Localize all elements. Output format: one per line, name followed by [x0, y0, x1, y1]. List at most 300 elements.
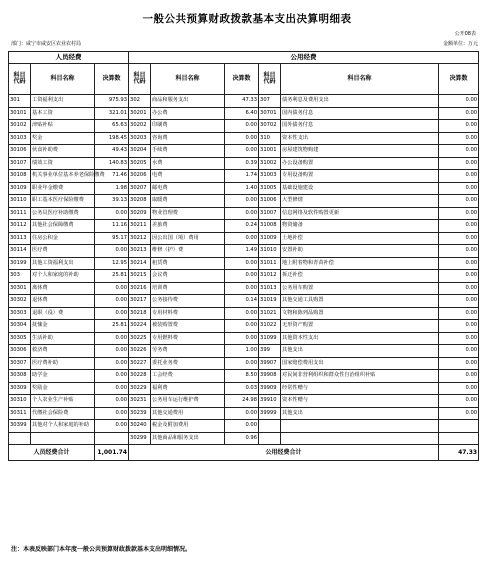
- cell-code: 30111: [9, 207, 31, 220]
- cell-code: 30211: [129, 220, 151, 233]
- cell-code: 30213: [129, 245, 151, 258]
- header-amount: 决算数: [95, 64, 129, 95]
- cell-amount: 0.39: [225, 157, 259, 170]
- cell-code: 30110: [9, 195, 31, 208]
- table-row: [9, 307, 479, 320]
- cell-amount: 0.00: [439, 245, 479, 258]
- cell-amount: 0.00: [225, 145, 259, 158]
- cell-name: 被装购置费: [151, 320, 225, 333]
- cell-name: 其他资本性支出: [281, 332, 439, 345]
- cell-amount: [439, 420, 479, 433]
- cell-name: 对个人和家庭的补助: [31, 270, 95, 283]
- cell-code: 399: [259, 345, 281, 358]
- cell-code: 30299: [129, 432, 151, 445]
- table-row: [9, 432, 479, 445]
- cell-amount: 0.00: [95, 357, 129, 370]
- unit-label: 金额单位：万元: [442, 41, 478, 47]
- cell-code: 30107: [9, 157, 31, 170]
- cell-code: 30102: [9, 120, 31, 133]
- cell-name: 其他对个人和家庭的补助: [31, 420, 95, 433]
- cell-amount: 975.93: [95, 95, 129, 108]
- cell-name: 专用材料费: [151, 307, 225, 320]
- cell-amount: 0.00: [439, 295, 479, 308]
- cell-name: [31, 432, 95, 445]
- cell-name: 工资福利支出: [31, 95, 95, 108]
- cell-name: 维修（护）费: [151, 245, 225, 258]
- cell-name: 印刷费: [151, 120, 225, 133]
- cell-name: 其他支出: [281, 407, 439, 420]
- cell-code: 30240: [129, 420, 151, 433]
- cell-name: 大型修缮: [281, 195, 439, 208]
- cell-name: 救济费: [31, 345, 95, 358]
- cell-name: 医疗费: [31, 245, 95, 258]
- cell-name: 津贴补贴: [31, 120, 95, 133]
- cell-amount: 0.00: [439, 270, 479, 283]
- cell-amount: 0.00: [439, 370, 479, 383]
- cell-name: 国家赔偿费用支出: [281, 357, 439, 370]
- cell-code: 30309: [9, 382, 31, 395]
- cell-name: 资本性支出: [281, 132, 439, 145]
- cell-code: 30310: [9, 395, 31, 408]
- cell-name: 医疗费补助: [31, 357, 95, 370]
- table-row: [9, 332, 479, 345]
- table-row: [9, 245, 479, 258]
- cell-name: 土地补偿: [281, 232, 439, 245]
- cell-name: 因公出国（境）费用: [151, 232, 225, 245]
- table-row: [9, 157, 479, 170]
- cell-code: 31009: [259, 232, 281, 245]
- cell-name: 税金及附加费用: [151, 420, 225, 433]
- table-row: [9, 295, 479, 308]
- table-id: 公开08表: [454, 31, 476, 37]
- cell-name: 会议费: [151, 270, 225, 283]
- cell-code: 30199: [9, 257, 31, 270]
- cell-code: 30207: [129, 182, 151, 195]
- cell-code: 30212: [129, 232, 151, 245]
- cell-code: 30305: [9, 332, 31, 345]
- cell-amount: 24.98: [225, 395, 259, 408]
- cell-amount: 0.00: [225, 320, 259, 333]
- cell-code: 31001: [259, 145, 281, 158]
- cell-amount: 0.00: [439, 120, 479, 133]
- header-name: 科目名称: [281, 64, 439, 95]
- cell-code: 30204: [129, 145, 151, 158]
- cell-amount: 47.33: [225, 95, 259, 108]
- cell-amount: 0.00: [225, 357, 259, 370]
- cell-name: 办公费: [151, 107, 225, 120]
- table-row: [9, 345, 479, 358]
- public-total-value: 47.33: [439, 445, 479, 461]
- cell-amount: 0.00: [439, 195, 479, 208]
- cell-name: 离休费: [31, 282, 95, 295]
- cell-amount: 0.00: [225, 257, 259, 270]
- cell-code: 30304: [9, 320, 31, 333]
- cell-amount: 0.00: [95, 245, 129, 258]
- table-row: [9, 382, 479, 395]
- header-name: 科目名称: [31, 64, 95, 95]
- cell-amount: 0.00: [439, 345, 479, 358]
- cell-name: 安置补助: [281, 245, 439, 258]
- cell-name: 代缴社会保险费: [31, 407, 95, 420]
- section-personnel: 人员经费: [9, 52, 129, 64]
- cell-amount: 0.14: [225, 295, 259, 308]
- cell-amount: 0.00: [439, 220, 479, 233]
- cell-code: 30301: [9, 282, 31, 295]
- cell-code: 30227: [129, 357, 151, 370]
- cell-code: 310: [259, 132, 281, 145]
- cell-code: 30308: [9, 370, 31, 383]
- cell-name: 电费: [151, 170, 225, 183]
- cell-code: 31019: [259, 295, 281, 308]
- table-row: [9, 132, 479, 145]
- cell-name: 劳务费: [151, 345, 225, 358]
- cell-amount: 0.00: [439, 320, 479, 333]
- cell-amount: 0.00: [225, 307, 259, 320]
- department-label: 部门：咸宁市咸安区农业农村局: [11, 41, 82, 47]
- cell-name: 奖励金: [31, 382, 95, 395]
- public-total-label: 公用经费合计: [129, 445, 439, 461]
- cell-code: 30112: [9, 220, 31, 233]
- cell-amount: 12.95: [95, 257, 129, 270]
- cell-amount: 0.00: [225, 232, 259, 245]
- cell-name: 福利费: [151, 382, 225, 395]
- cell-name: 经常性赠与: [281, 382, 439, 395]
- cell-code: 39907: [259, 357, 281, 370]
- cell-amount: 0.00: [439, 145, 479, 158]
- cell-amount: 0.00: [439, 132, 479, 145]
- cell-name: 职业年金缴费: [31, 182, 95, 195]
- cell-code: 30224: [129, 320, 151, 333]
- cell-name: 拆迁补偿: [281, 270, 439, 283]
- cell-code: 30226: [129, 345, 151, 358]
- cell-code: 30214: [129, 257, 151, 270]
- cell-code: 30203: [129, 132, 151, 145]
- cell-amount: 0.00: [95, 395, 129, 408]
- cell-amount: 95.17: [95, 232, 129, 245]
- cell-amount: 0.00: [439, 282, 479, 295]
- cell-code: 30228: [129, 370, 151, 383]
- cell-name: 资本性赠与: [281, 395, 439, 408]
- cell-code: 30201: [129, 107, 151, 120]
- cell-name: 地上附着物和青苗补偿: [281, 257, 439, 270]
- cell-name: 培训费: [151, 282, 225, 295]
- cell-name: 其他工资福利支出: [31, 257, 95, 270]
- table-row: [9, 207, 479, 220]
- cell-name: 助学金: [31, 370, 95, 383]
- cell-amount: 1.49: [225, 245, 259, 258]
- cell-amount: 0.00: [95, 407, 129, 420]
- cell-code: 31006: [259, 195, 281, 208]
- header-code: 科目 代码: [259, 64, 281, 95]
- cell-code: 30303: [9, 307, 31, 320]
- cell-code: 31013: [259, 282, 281, 295]
- cell-code: [259, 432, 281, 445]
- cell-name: 办公设备购置: [281, 157, 439, 170]
- cell-name: 奖金: [31, 132, 95, 145]
- table-row: [9, 107, 479, 120]
- cell-code: 30306: [9, 345, 31, 358]
- cell-name: 差旅费: [151, 220, 225, 233]
- header-code: 科目 代码: [129, 64, 151, 95]
- cell-name: 住房公积金: [31, 232, 95, 245]
- cell-name: 债务利息及费用支出: [281, 95, 439, 108]
- cell-amount: 0.00: [95, 307, 129, 320]
- cell-amount: 1.74: [225, 170, 259, 183]
- cell-amount: 11.16: [95, 220, 129, 233]
- page-title: 一般公共预算财政拨款基本支出决算明细表: [142, 13, 352, 25]
- cell-code: 30218: [129, 307, 151, 320]
- cell-code: 30114: [9, 245, 31, 258]
- cell-code: [259, 420, 281, 433]
- cell-name: 其他商品和服务支出: [151, 432, 225, 445]
- table-row: [9, 395, 479, 408]
- cell-amount: 0.00: [95, 420, 129, 433]
- cell-code: 30202: [129, 120, 151, 133]
- cell-name: 房屋建筑物购建: [281, 145, 439, 158]
- cell-amount: 0.00: [225, 420, 259, 433]
- table-row: [9, 357, 479, 370]
- cell-name: 物业管理费: [151, 207, 225, 220]
- cell-name: 国内债务付息: [281, 107, 439, 120]
- cell-code: 30101: [9, 107, 31, 120]
- cell-name: 绩效工资: [31, 157, 95, 170]
- cell-amount: 140.83: [95, 157, 129, 170]
- cell-code: 30302: [9, 295, 31, 308]
- table-row: [9, 407, 479, 420]
- cell-name: 职工基本医疗保险缴费: [31, 195, 95, 208]
- header-amount: 决算数: [225, 64, 259, 95]
- header-amount: 决算数: [439, 64, 479, 95]
- cell-amount: 0.03: [225, 382, 259, 395]
- cell-code: 39910: [259, 395, 281, 408]
- cell-amount: 0.00: [439, 95, 479, 108]
- cell-code: 39909: [259, 382, 281, 395]
- cell-name: 商品和服务支出: [151, 95, 225, 108]
- cell-code: 30113: [9, 232, 31, 245]
- cell-code: 30702: [259, 120, 281, 133]
- cell-amount: 0.00: [225, 132, 259, 145]
- cell-code: 31011: [259, 257, 281, 270]
- cell-name: 邮电费: [151, 182, 225, 195]
- cell-name: 公务员医疗补助缴费: [31, 207, 95, 220]
- cell-code: 30108: [9, 170, 31, 183]
- cell-amount: 65.63: [95, 120, 129, 133]
- table-row: [9, 145, 479, 158]
- cell-code: 30215: [129, 270, 151, 283]
- cell-name: 抚恤金: [31, 320, 95, 333]
- table-row: [9, 195, 479, 208]
- table-row: [9, 282, 479, 295]
- cell-code: 30229: [129, 382, 151, 395]
- cell-code: 31002: [259, 157, 281, 170]
- cell-name: [281, 420, 439, 433]
- cell-name: 公务用车运行维护费: [151, 395, 225, 408]
- section-public: 公用经费: [129, 52, 479, 64]
- cell-amount: 0.00: [439, 395, 479, 408]
- cell-name: 个人农业生产补贴: [31, 395, 95, 408]
- cell-amount: 321.01: [95, 107, 129, 120]
- cell-code: 31008: [259, 220, 281, 233]
- cell-amount: 0.00: [225, 407, 259, 420]
- cell-code: 30206: [129, 170, 151, 183]
- cell-name: 信息网络及软件购置更新: [281, 207, 439, 220]
- cell-amount: 25.81: [95, 320, 129, 333]
- cell-code: 30103: [9, 132, 31, 145]
- cell-amount: 0.00: [439, 157, 479, 170]
- cell-code: 301: [9, 95, 31, 108]
- cell-code: 30205: [129, 157, 151, 170]
- cell-amount: [95, 432, 129, 445]
- cell-code: 30209: [129, 207, 151, 220]
- cell-amount: 0.00: [439, 107, 479, 120]
- cell-amount: 49.43: [95, 145, 129, 158]
- cell-name: 基本工资: [31, 107, 95, 120]
- personnel-total-value: 1,001.74: [95, 445, 129, 461]
- cell-code: 31012: [259, 270, 281, 283]
- cell-amount: 0.00: [225, 120, 259, 133]
- cell-name: 其他交通工具购置: [281, 295, 439, 308]
- cell-code: 30399: [9, 420, 31, 433]
- cell-amount: 39.13: [95, 195, 129, 208]
- cell-code: 30701: [259, 107, 281, 120]
- cell-amount: 0.00: [439, 232, 479, 245]
- cell-code: 30307: [9, 357, 31, 370]
- cell-amount: 0.00: [95, 345, 129, 358]
- cell-name: 工会经费: [151, 370, 225, 383]
- cell-name: 伙食补助费: [31, 145, 95, 158]
- cell-amount: 0.00: [439, 307, 479, 320]
- cell-code: 30106: [9, 145, 31, 158]
- cell-code: 31099: [259, 332, 281, 345]
- cell-code: 303: [9, 270, 31, 283]
- cell-name: 生活补助: [31, 332, 95, 345]
- cell-name: 物资储备: [281, 220, 439, 233]
- cell-name: 专用设备购置: [281, 170, 439, 183]
- cell-amount: 0.00: [225, 195, 259, 208]
- cell-name: 退休费: [31, 295, 95, 308]
- cell-amount: 0.00: [225, 282, 259, 295]
- cell-code: 31021: [259, 307, 281, 320]
- cell-code: 31022: [259, 320, 281, 333]
- cell-name: 基础设施建设: [281, 182, 439, 195]
- cell-name: 委托业务费: [151, 357, 225, 370]
- cell-code: 30217: [129, 295, 151, 308]
- cell-amount: 0.00: [95, 207, 129, 220]
- cell-amount: 6.40: [225, 107, 259, 120]
- table-row: [9, 370, 479, 383]
- cell-amount: 198.45: [95, 132, 129, 145]
- cell-code: 30231: [129, 395, 151, 408]
- header-name: 科目名称: [151, 64, 225, 95]
- cell-code: 30208: [129, 195, 151, 208]
- cell-name: 对民间非营利组织和群众性自治组织补贴: [281, 370, 439, 383]
- cell-amount: 0.00: [439, 407, 479, 420]
- cell-code: 30109: [9, 182, 31, 195]
- cell-name: 咨询费: [151, 132, 225, 145]
- cell-amount: 0.00: [95, 382, 129, 395]
- cell-amount: 0.00: [95, 282, 129, 295]
- cell-amount: 0.00: [95, 295, 129, 308]
- cell-amount: 1.40: [225, 182, 259, 195]
- cell-code: 302: [129, 95, 151, 108]
- table-row: [9, 220, 479, 233]
- cell-code: 31007: [259, 207, 281, 220]
- cell-code: 30225: [129, 332, 151, 345]
- cell-name: 其他交通费用: [151, 407, 225, 420]
- cell-code: 307: [259, 95, 281, 108]
- personnel-total-label: 人员经费合计: [9, 445, 95, 461]
- cell-code: 30216: [129, 282, 151, 295]
- cell-name: 国外债务付息: [281, 120, 439, 133]
- cell-name: 无形资产购置: [281, 320, 439, 333]
- cell-amount: 0.00: [439, 357, 479, 370]
- table-row: [9, 182, 479, 195]
- cell-amount: 0.00: [225, 207, 259, 220]
- cell-code: [9, 432, 31, 445]
- cell-amount: 0.00: [95, 370, 129, 383]
- table-row: [9, 320, 479, 333]
- cell-name: 公务用车购置: [281, 282, 439, 295]
- cell-code: 31003: [259, 170, 281, 183]
- cell-code: 31010: [259, 245, 281, 258]
- cell-code: 39999: [259, 407, 281, 420]
- cell-amount: 0.00: [225, 270, 259, 283]
- footnote: 注：本表反映部门本年度一般公共预算财政拨款基本支出明细情况。: [11, 546, 192, 553]
- cell-amount: 1.00: [225, 345, 259, 358]
- table-row: [9, 170, 479, 183]
- cell-code: 31005: [259, 182, 281, 195]
- cell-amount: 0.00: [439, 182, 479, 195]
- cell-amount: 0.96: [225, 432, 259, 445]
- cell-name: 专用燃料费: [151, 332, 225, 345]
- cell-name: [281, 432, 439, 445]
- cell-name: 其他社会保障缴费: [31, 220, 95, 233]
- cell-amount: [439, 432, 479, 445]
- cell-name: 机关事业单位基本养老保险缴费: [31, 170, 95, 183]
- cell-name: 退职（役）费: [31, 307, 95, 320]
- table-row: [9, 120, 479, 133]
- cell-name: 手续费: [151, 145, 225, 158]
- cell-amount: 0.00: [225, 332, 259, 345]
- header-code: 科目 代码: [9, 64, 31, 95]
- cell-amount: 1.98: [95, 182, 129, 195]
- cell-amount: 0.00: [439, 207, 479, 220]
- cell-amount: 0.24: [225, 220, 259, 233]
- cell-name: 租赁费: [151, 257, 225, 270]
- cell-name: 其他支出: [281, 345, 439, 358]
- cell-name: 取暖费: [151, 195, 225, 208]
- cell-amount: 0.00: [439, 170, 479, 183]
- cell-code: 30239: [129, 407, 151, 420]
- cell-name: 文物和陈列品购置: [281, 307, 439, 320]
- table-row: [9, 270, 479, 283]
- cell-code: 30311: [9, 407, 31, 420]
- cell-amount: 71.46: [95, 170, 129, 183]
- cell-amount: 0.00: [439, 257, 479, 270]
- table-row: [9, 257, 479, 270]
- cell-name: 公务接待费: [151, 295, 225, 308]
- cell-name: 水费: [151, 157, 225, 170]
- table-row: [9, 420, 479, 433]
- cell-amount: 0.00: [95, 332, 129, 345]
- table-row: [9, 232, 479, 245]
- table-row: [9, 95, 479, 108]
- expenditure-table: [8, 51, 479, 461]
- cell-amount: 25.81: [95, 270, 129, 283]
- cell-amount: 0.00: [439, 382, 479, 395]
- cell-amount: 0.00: [439, 332, 479, 345]
- cell-code: 39908: [259, 370, 281, 383]
